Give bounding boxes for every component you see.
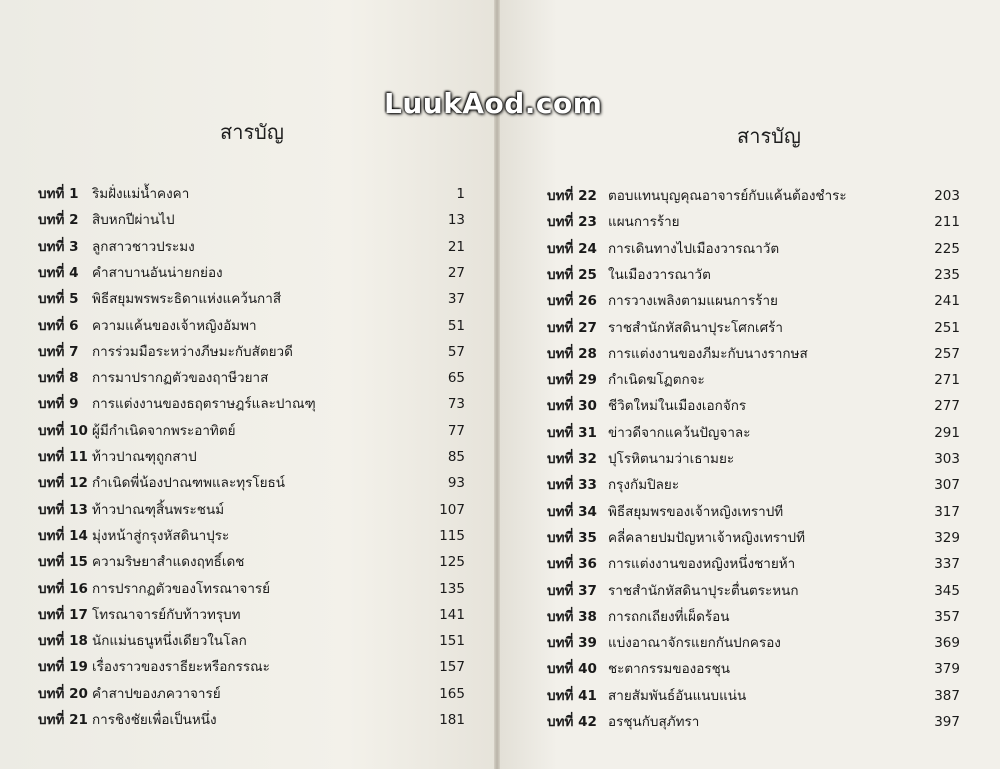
chapter-title: กำเนิดฆโฏตกจะ <box>608 372 705 389</box>
chapter-title: คำสาบานอันน่ายกย่อง <box>92 264 223 281</box>
chapter-title: แบ่งอาณาจักรแยกกันปกครอง <box>608 635 781 652</box>
toc-entry <box>38 630 465 652</box>
chapter-title: แผนการร้าย <box>608 214 680 231</box>
toc-entry <box>38 288 465 310</box>
chapter-number: บทที่ 23 <box>547 214 597 231</box>
chapter-number: บทที่ 29 <box>547 372 597 389</box>
chapter-number: บทที่ 27 <box>547 319 597 336</box>
chapter-number: บทที่ 15 <box>38 554 88 571</box>
chapter-title: ปุโรหิตนามว่าเธามยะ <box>608 451 735 467</box>
chapter-number: บทที่ 32 <box>547 451 597 467</box>
chapter-title: การวางเพลิงตามแผนการร้าย <box>608 293 778 310</box>
chapter-title: ท้าวปาณฑุถูกสาป <box>92 449 197 465</box>
toc-entry <box>38 183 465 205</box>
page-number: 369 <box>934 635 960 652</box>
chapter-number: บทที่ 36 <box>547 556 597 573</box>
chapter-title: อรชุนกับสุภัทรา <box>608 714 700 730</box>
toc-entry <box>547 448 960 470</box>
page-number: 307 <box>934 477 960 494</box>
page-number: 241 <box>934 293 960 310</box>
chapter-title: การปรากฏตัวของโทรณาจารย์ <box>92 580 271 597</box>
toc-entry <box>547 317 960 339</box>
toc-entry <box>38 709 465 731</box>
toc-entry <box>547 711 960 733</box>
page-number: 107 <box>439 501 465 518</box>
toc-entry <box>38 499 465 521</box>
toc-entry <box>547 501 960 523</box>
chapter-number: บทที่ 13 <box>38 501 88 518</box>
page-number: 125 <box>439 554 465 571</box>
page-title: สารบัญ <box>737 124 801 148</box>
page-number: 151 <box>439 633 465 650</box>
page-number: 277 <box>934 398 960 415</box>
toc-entry <box>547 422 960 444</box>
chapter-number: บทที่ 19 <box>38 659 88 676</box>
page-number: 181 <box>439 712 465 728</box>
page-number: 387 <box>934 687 960 704</box>
chapter-title: เรื่องราวของราธียะหรือกรรณะ <box>92 659 270 676</box>
page-number: 271 <box>934 372 960 389</box>
chapter-number: บทที่ 37 <box>547 582 597 599</box>
chapter-number: บทที่ 2 <box>38 212 79 229</box>
chapter-number: บทที่ 21 <box>38 712 88 728</box>
page-number: 225 <box>934 240 960 257</box>
chapter-number: บทที่ 3 <box>38 238 79 255</box>
page-number: 291 <box>934 424 960 441</box>
chapter-title: กำเนิดพี่น้องปาณฑพและทุรโยธน์ <box>92 475 285 492</box>
chapter-number: บทที่ 42 <box>547 714 597 730</box>
toc-entry <box>547 527 960 549</box>
chapter-number: บทที่ 35 <box>547 529 597 546</box>
page-number: 235 <box>934 266 960 283</box>
page-number: 317 <box>934 503 960 520</box>
chapter-title: มุ่งหน้าสู่กรุงหัสดินาปุระ <box>92 527 230 544</box>
chapter-title: ผู้มีกำเนิดจากพระอาทิตย์ <box>92 422 236 439</box>
page-number: 397 <box>934 714 960 730</box>
page-number: 21 <box>447 238 465 255</box>
page-number: 357 <box>934 608 960 625</box>
chapter-number: บทที่ 40 <box>547 661 597 678</box>
chapter-number: บทที่ 38 <box>547 608 597 625</box>
toc-entry <box>547 685 960 707</box>
toc-entry <box>38 236 465 258</box>
toc-entry <box>547 185 960 207</box>
chapter-number: บทที่ 16 <box>38 580 88 597</box>
chapter-title: ความริษยาสำแดงฤทธิ์เดช <box>92 554 245 571</box>
chapter-number: บทที่ 18 <box>38 633 88 650</box>
chapter-title: การแต่งงานของธฤตราษฎร์และปาณฑุ <box>92 396 316 413</box>
chapter-title: กรุงกัมปิลยะ <box>608 477 680 494</box>
toc-entry <box>38 683 465 705</box>
chapter-title: ในเมืองวารณาวัต <box>608 266 711 283</box>
toc-entry <box>547 290 960 312</box>
toc-entry <box>38 262 465 284</box>
toc-entry <box>547 264 960 286</box>
toc-entry <box>38 656 465 678</box>
toc-entry <box>38 551 465 573</box>
chapter-number: บทที่ 8 <box>38 370 79 387</box>
page-number: 1 <box>456 186 465 202</box>
page-number: 203 <box>934 188 960 204</box>
page-number: 135 <box>439 580 465 597</box>
page-number: 251 <box>934 319 960 336</box>
chapter-number: บทที่ 34 <box>547 503 597 520</box>
page-number: 379 <box>934 661 960 678</box>
page-number: 57 <box>447 343 465 360</box>
chapter-title: ข่าวดีจากแคว้นปัญจาละ <box>608 424 751 441</box>
page-title: สารบัญ <box>220 120 284 144</box>
toc-entry <box>547 211 960 233</box>
chapter-title: ชะตากรรมของอรชุน <box>608 661 731 678</box>
chapter-title: ความแค้นของเจ้าหญิงอัมพา <box>92 317 257 334</box>
toc-entry <box>38 525 465 547</box>
toc-entry <box>547 474 960 496</box>
toc-entry <box>38 446 465 468</box>
page-number: 93 <box>447 475 465 492</box>
chapter-number: บทที่ 20 <box>38 685 88 702</box>
chapter-number: บทที่ 26 <box>547 293 597 310</box>
chapter-title: ราชสำนักหัสดินาปุระตื่นตระหนก <box>608 582 799 599</box>
chapter-title: การแต่งงานของภีมะกับนางรากษส <box>608 345 808 362</box>
page-number: 37 <box>447 291 465 308</box>
toc-entry <box>38 604 465 626</box>
chapter-title: สายสัมพันธ์อันแนบแน่น <box>608 687 747 704</box>
chapter-number: บทที่ 12 <box>38 475 88 492</box>
page-number: 165 <box>439 685 465 702</box>
chapter-title: พิธีสยุมพรของเจ้าหญิงเทราปที <box>608 503 784 520</box>
chapter-number: บทที่ 5 <box>38 291 79 308</box>
toc-entry <box>38 420 465 442</box>
page-number: 303 <box>934 451 960 467</box>
chapter-title: นักแม่นธนูหนึ่งเดียวในโลก <box>92 633 247 650</box>
toc-entry <box>547 369 960 391</box>
chapter-number: บทที่ 17 <box>38 606 88 623</box>
chapter-number: บทที่ 39 <box>547 635 597 652</box>
toc-entry <box>547 553 960 575</box>
toc-entry <box>547 658 960 680</box>
page-number: 65 <box>447 370 465 387</box>
chapter-number: บทที่ 9 <box>38 396 79 413</box>
chapter-number: บทที่ 11 <box>38 449 88 465</box>
chapter-title: การถกเถียงที่เผ็ดร้อน <box>608 608 730 625</box>
page-number: 13 <box>447 212 465 229</box>
chapter-title: ริมฝั่งแม่น้ำคงคา <box>92 186 190 202</box>
chapter-title: พิธีสยุมพรพระธิดาแห่งแคว้นกาสี <box>92 291 282 308</box>
page-number: 157 <box>439 659 465 676</box>
toc-entry <box>547 580 960 602</box>
chapter-number: บทที่ 30 <box>547 398 597 415</box>
page-number: 337 <box>934 556 960 573</box>
page-number: 115 <box>439 527 465 544</box>
toc-entry <box>547 632 960 654</box>
watermark-logo: LuukAod.com <box>384 87 603 120</box>
toc-entry <box>38 315 465 337</box>
toc-entry <box>38 578 465 600</box>
chapter-title: คำสาปของภควาจารย์ <box>92 685 221 702</box>
chapter-number: บทที่ 4 <box>38 264 79 281</box>
chapter-number: บทที่ 25 <box>547 266 597 283</box>
chapter-title: คลี่คลายปมปัญหาเจ้าหญิงเทราปที <box>608 529 806 546</box>
chapter-number: บทที่ 33 <box>547 477 597 494</box>
toc-entry <box>547 606 960 628</box>
toc-entry <box>547 343 960 365</box>
chapter-number: บทที่ 24 <box>547 240 597 257</box>
toc-entry <box>38 209 465 231</box>
chapter-number: บทที่ 31 <box>547 424 597 441</box>
page-number: 345 <box>934 582 960 599</box>
chapter-title: การมาปรากฏตัวของฤาษีวยาส <box>92 370 269 387</box>
page-number: 329 <box>934 529 960 546</box>
toc-entry <box>547 395 960 417</box>
page-number: 141 <box>439 606 465 623</box>
chapter-number: บทที่ 41 <box>547 687 597 704</box>
chapter-number: บทที่ 14 <box>38 527 88 544</box>
chapter-number: บทที่ 28 <box>547 345 597 362</box>
page-number: 211 <box>934 214 960 231</box>
page-number: 73 <box>447 396 465 413</box>
page-number: 257 <box>934 345 960 362</box>
toc-entry <box>547 238 960 260</box>
chapter-title: สิบหกปีผ่านไป <box>92 212 175 229</box>
page-number: 51 <box>447 317 465 334</box>
chapter-title: การแต่งงานของหญิงหนึ่งชายห้า <box>608 556 796 573</box>
chapter-title: ราชสำนักหัสดินาปุระโศกเศร้า <box>608 319 784 336</box>
chapter-title: ท้าวปาณฑุสิ้นพระชนม์ <box>92 501 225 518</box>
page-number: 77 <box>447 422 465 439</box>
chapter-title: ตอบแทนบุญคุณอาจารย์กับแค้นต้องชำระ <box>608 188 847 204</box>
page-number: 27 <box>447 264 465 281</box>
chapter-number: บทที่ 7 <box>38 343 79 360</box>
chapter-number: บทที่ 10 <box>38 422 88 439</box>
toc-entry <box>38 341 465 363</box>
chapter-title: การชิงชัยเพื่อเป็นหนึ่ง <box>92 712 217 728</box>
chapter-number: บทที่ 22 <box>547 188 597 204</box>
chapter-title: โทรณาจารย์กับท้าวทรุบท <box>92 606 241 623</box>
toc-entry <box>38 393 465 415</box>
chapter-title: ชีวิตใหม่ในเมืองเอกจักร <box>608 398 747 415</box>
chapter-title: การเดินทางไปเมืองวารณาวัต <box>608 240 780 257</box>
chapter-title: ลูกสาวชาวประมง <box>92 238 195 255</box>
toc-entry <box>38 367 465 389</box>
chapter-number: บทที่ 6 <box>38 317 79 334</box>
toc-entry <box>38 472 465 494</box>
chapter-number: บทที่ 1 <box>38 186 79 202</box>
chapter-title: การร่วมมือระหว่างภีษมะกับสัตยวดี <box>92 343 293 360</box>
page-number: 85 <box>447 449 465 465</box>
